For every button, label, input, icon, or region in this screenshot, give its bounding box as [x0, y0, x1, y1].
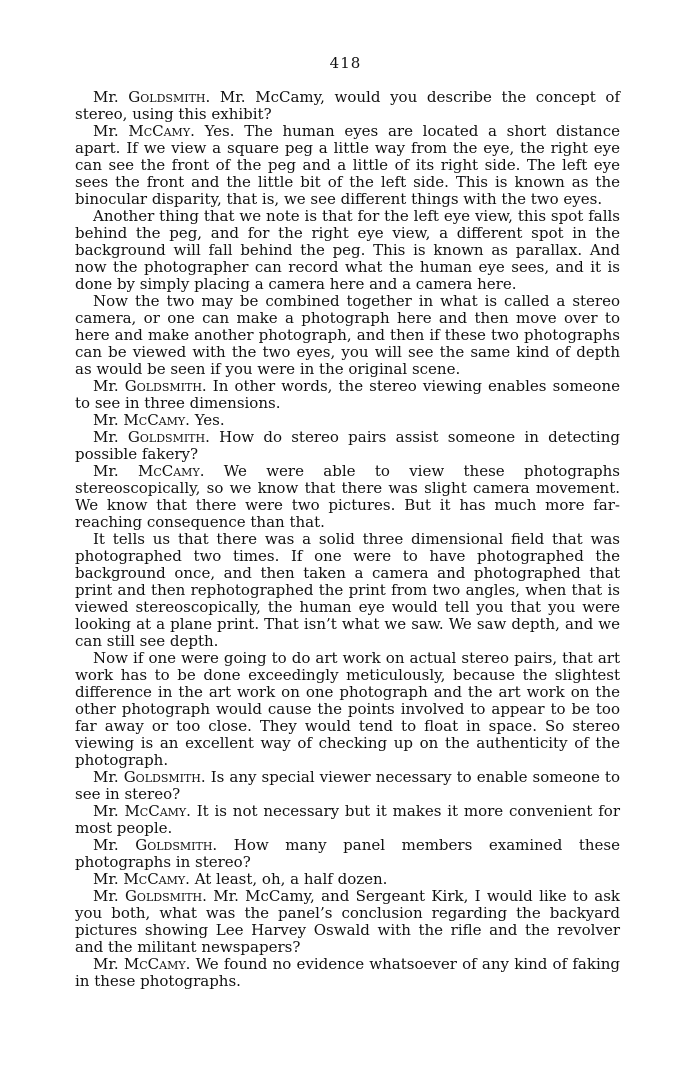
paragraph — [75, 650, 620, 769]
paragraph — [75, 837, 620, 871]
speaker-name: Goldsmith. — [128, 88, 211, 106]
speaker-name: Goldsmith. — [135, 836, 218, 854]
speaker-prefix: Mr. — [93, 88, 129, 106]
speaker-prefix: Mr. — [93, 955, 124, 973]
speaker-name: Goldsmith. — [124, 887, 207, 905]
speaker-prefix: Mr. — [93, 802, 125, 820]
speaker-label — [93, 836, 217, 854]
speaker-label — [93, 462, 204, 480]
paragraph — [75, 803, 620, 837]
speaker-label — [93, 88, 210, 106]
paragraph — [75, 293, 620, 378]
speaker-name: Goldsmith. — [124, 377, 207, 395]
speaker-label — [93, 802, 191, 820]
paragraph-text: In other words, the stereo viewing enables someone to see in three dimensions. — [75, 377, 620, 412]
speaker-name: McCamy. — [123, 955, 191, 973]
speaker-prefix: Mr. — [93, 870, 124, 888]
speaker-prefix: Mr. — [93, 377, 125, 395]
paragraph-text: Now the two may be combined together in what is called a stereo camera, or one can make a photograph here and then move over to here and make another photograph, and then if these two photographs can be viewed with the two eyes, you will see the same kind of depth as would be seen if you were in the original scene. — [75, 292, 620, 378]
paragraph-text: How do stereo pairs assist someone in detecting possible fakery? — [75, 428, 620, 463]
paragraph — [75, 463, 620, 531]
paragraph-text: Now if one were going to do art work on actual stereo pairs, that art work has to be done exceedingly meticulously, because the slightest difference in the art work on one photograph and the art work on the other photograph would cause the points involved to appear to be too far away or too close. They would tend to float in space. So stereo viewing is an excellent way of checking up on the authenticity of the photograph. — [75, 649, 620, 769]
paragraph — [75, 412, 620, 429]
transcript-content — [0, 89, 691, 990]
paragraph — [75, 208, 620, 293]
paragraph-text: Another thing that we note is that for the left eye view, this spot falls behind the peg, and for the right eye view, a different spot in the background will fall behind the peg. This is known as parallax. And now the photographer can record what the human eye sees, and it is done by simply placing a camera here and a camera here. — [75, 207, 620, 293]
paragraph-text: We were able to view these photographs stereoscopically, so we know that there was slight camera movement. We know that there were two pictures. But it has much more far-reaching consequence than that. — [75, 462, 620, 531]
paragraph — [75, 531, 620, 650]
speaker-prefix: Mr. — [93, 428, 128, 446]
speaker-label — [93, 768, 206, 786]
page-number: 418 — [329, 54, 362, 72]
speaker-prefix: Mr. — [93, 411, 124, 429]
speaker-prefix: Mr. — [93, 122, 129, 140]
speaker-prefix: Mr. — [93, 768, 124, 786]
speaker-prefix: Mr. — [93, 887, 125, 905]
speaker-label — [93, 377, 207, 395]
paragraph — [75, 956, 620, 990]
speaker-name: McCamy. — [124, 802, 191, 820]
speaker-name: McCamy. — [128, 122, 195, 140]
paragraph-text: How many panel members examined these photographs in stereo? — [75, 836, 621, 871]
paragraph — [75, 871, 620, 888]
paragraph — [75, 378, 620, 412]
speaker-name: McCamy. — [123, 411, 190, 429]
paragraph-text: It is not necessary but it makes it more convenient for most people. — [75, 802, 620, 837]
paragraph-text: Mr. McCamy, and Sergeant Kirk, I would like to ask you both, what was the panel’s conclusion regarding the backyard pictures showing Lee Harvey Oswald with the rifle and the revolver and the militant newspapers? — [75, 887, 621, 956]
speaker-prefix: Mr. — [93, 462, 138, 480]
paragraph-text: Is any special viewer necessary to enable someone to see in stereo? — [75, 768, 620, 803]
paragraph-text: We found no evidence whatsoever of any kind of faking in these photographs. — [75, 955, 620, 990]
speaker-label — [93, 428, 210, 446]
paragraph-text: It tells us that there was a solid three dimensional field that was photographed two times. If one were to have photographed the background once, and then taken a camera and photographed that print and then rephotographed the print from two angles, when that is viewed stereoscopically, the human eye would tell you that you were looking at a plane print. That isn’t what we saw. We saw depth, and we can still see depth. — [75, 530, 620, 650]
speaker-prefix: Mr. — [93, 836, 136, 854]
speaker-label — [93, 122, 195, 140]
paragraph-text: Yes. — [189, 411, 225, 429]
paragraph — [75, 89, 620, 123]
paragraph — [75, 888, 620, 956]
paragraph — [75, 769, 620, 803]
paragraph-text: At least, oh, a half dozen. — [189, 870, 388, 888]
speaker-label — [93, 887, 207, 905]
speaker-label — [93, 411, 190, 429]
speaker-name: Goldsmith. — [127, 428, 210, 446]
paragraph — [75, 123, 620, 208]
speaker-name: McCamy. — [123, 870, 190, 888]
speaker-name: Goldsmith. — [123, 768, 206, 786]
speaker-label — [93, 955, 190, 973]
paragraph — [75, 429, 620, 463]
speaker-label — [93, 870, 190, 888]
speaker-name: McCamy. — [137, 462, 205, 480]
paragraph-text: Yes. The human eyes are located a short distance apart. If we view a square peg a little way from the eye, the right eye can see the front of the peg and a little of its right side. The left eye sees the front and the little bit of the left side. This is known as the binocular disparity, that is, we see different things with the two eyes. — [75, 122, 620, 208]
paragraph-text: Mr. McCamy, would you describe the concept of stereo, using this exhibit? — [75, 88, 620, 123]
